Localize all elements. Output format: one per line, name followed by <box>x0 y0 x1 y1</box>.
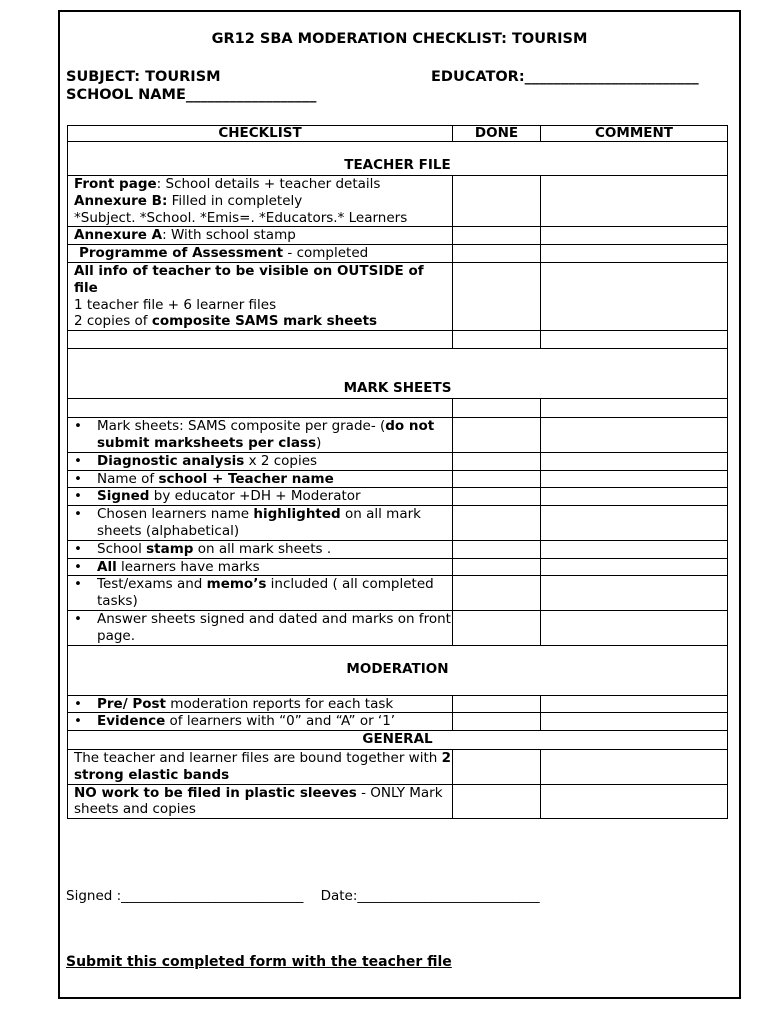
section-row <box>68 645 728 695</box>
comment-cell[interactable] <box>541 262 728 330</box>
bullet: • <box>74 506 82 523</box>
done-cell[interactable] <box>453 418 541 453</box>
checklist-item <box>68 784 453 819</box>
done-cell[interactable] <box>453 713 541 731</box>
table-row <box>68 506 728 541</box>
table-row <box>68 227 728 245</box>
section-title-mark-sheets: MARK SHEETS <box>68 349 728 399</box>
done-cell[interactable] <box>453 331 541 349</box>
checklist-item <box>68 610 453 645</box>
item-bold: do not submit marksheets per class <box>97 418 435 451</box>
item-bold: stamp <box>146 540 194 557</box>
table-row <box>68 176 728 227</box>
done-cell[interactable] <box>453 470 541 488</box>
item-text: moderation reports for each task <box>166 695 394 712</box>
comment-cell[interactable] <box>541 452 728 470</box>
table-row <box>68 784 728 819</box>
item-text: : School details + teacher details <box>156 176 381 192</box>
done-cell[interactable] <box>453 488 541 506</box>
bullet: • <box>74 540 82 557</box>
section-row <box>68 349 728 399</box>
column-header-done: DONE <box>453 126 541 142</box>
item-bold: 2 strong elastic bands <box>74 749 452 783</box>
done-cell[interactable] <box>453 227 541 245</box>
comment-cell[interactable] <box>541 749 728 784</box>
item-text: Chosen learners name <box>97 506 254 523</box>
item-bold: NO work to be filed in plastic sleeves <box>74 784 357 801</box>
done-cell[interactable] <box>453 749 541 784</box>
table-row <box>68 262 728 330</box>
comment-cell[interactable] <box>541 713 728 731</box>
table-row <box>68 245 728 263</box>
comment-cell[interactable] <box>541 558 728 576</box>
item-bold: Annexure A <box>74 227 163 244</box>
item-text: of learners with “0” and “A” or ‘1’ <box>165 713 396 730</box>
checklist-item <box>68 452 453 470</box>
item-text: Answer sheets signed and dated and marks on front page. <box>97 610 451 644</box>
comment-cell[interactable] <box>541 418 728 453</box>
column-header-comment: COMMENT <box>541 126 728 142</box>
item-text: Name of <box>97 470 159 487</box>
item-text: : With school stamp <box>162 227 296 244</box>
educator-field[interactable]: EDUCATOR:________________________ <box>431 69 699 85</box>
checklist-item <box>68 227 453 245</box>
table-row <box>68 331 728 349</box>
done-cell[interactable] <box>453 399 541 418</box>
column-header-checklist: CHECKLIST <box>68 126 453 142</box>
bullet: • <box>74 452 82 469</box>
table-row <box>68 558 728 576</box>
done-cell[interactable] <box>453 540 541 558</box>
item-bold: memo’s <box>206 576 267 593</box>
item-bold: composite SAMS mark sheets <box>151 313 378 330</box>
done-cell[interactable] <box>453 558 541 576</box>
table-header-row <box>68 126 728 142</box>
item-bold: Diagnostic analysis <box>97 452 245 469</box>
bullet: • <box>74 470 82 487</box>
section-row <box>68 142 728 176</box>
signed-field[interactable]: Signed :___________________________ <box>66 888 304 904</box>
comment-cell[interactable] <box>541 506 728 541</box>
comment-cell[interactable] <box>541 540 728 558</box>
item-bold: Signed <box>97 488 150 505</box>
checklist-item <box>68 713 453 731</box>
item-text: - completed <box>283 245 369 262</box>
done-cell[interactable] <box>453 176 541 227</box>
done-cell[interactable] <box>453 695 541 713</box>
bullet: • <box>74 418 82 435</box>
item-text: by educator +DH + Moderator <box>149 488 361 505</box>
subject-label: SUBJECT: TOURISM <box>66 69 221 85</box>
date-field[interactable]: Date:___________________________ <box>320 888 540 904</box>
checklist-item <box>68 331 453 349</box>
item-text: School <box>97 540 147 557</box>
item-bold: Front page <box>74 176 157 192</box>
bullet: • <box>74 488 82 505</box>
comment-cell[interactable] <box>541 245 728 263</box>
comment-cell[interactable] <box>541 576 728 611</box>
bullet: • <box>74 576 82 593</box>
item-text: - ONLY Mark sheets and copies <box>74 784 443 818</box>
section-title-moderation: MODERATION <box>68 645 728 695</box>
table-row <box>68 713 728 731</box>
checklist-item <box>68 470 453 488</box>
item-bold: Programme of Assessment <box>79 245 284 262</box>
item-bold: Evidence <box>97 713 166 730</box>
table-row <box>68 540 728 558</box>
bullet: • <box>74 610 82 627</box>
item-bold: school + Teacher name <box>158 470 334 487</box>
bullet: • <box>74 558 82 575</box>
submit-instruction: Submit this completed form with the teacher file <box>66 954 452 970</box>
done-cell[interactable] <box>453 610 541 645</box>
checklist-item <box>68 749 453 784</box>
table-row <box>68 418 728 453</box>
item-text: Test/exams and <box>97 576 207 593</box>
done-cell[interactable] <box>453 784 541 819</box>
bullet: • <box>74 695 82 712</box>
table-row <box>68 576 728 611</box>
checklist-item <box>68 695 453 713</box>
checklist-item <box>68 262 453 330</box>
checklist-item <box>68 540 453 558</box>
item-text: 1 teacher file + 6 learner files <box>74 296 277 313</box>
comment-cell[interactable] <box>541 331 728 349</box>
table-row <box>68 488 728 506</box>
comment-cell[interactable] <box>541 695 728 713</box>
section-title-teacher-file: TEACHER FILE <box>68 142 728 176</box>
item-text: ) <box>316 434 322 451</box>
item-text: 2 copies of <box>74 313 152 330</box>
item-bold: Pre/ Post <box>97 695 166 712</box>
comment-cell[interactable] <box>541 784 728 819</box>
item-bold: highlighted <box>253 506 341 523</box>
table-row <box>68 695 728 713</box>
section-title-general: GENERAL <box>68 731 728 750</box>
school-name-field[interactable]: SCHOOL NAME__________________ <box>66 87 317 103</box>
done-cell[interactable] <box>453 245 541 263</box>
comment-cell[interactable] <box>541 610 728 645</box>
page-title: GR12 SBA MODERATION CHECKLIST: TOURISM <box>211 31 588 47</box>
item-bold: All <box>97 558 117 575</box>
item-text: *Subject. *School. *Emis=. *Educators.* Learners <box>74 209 408 226</box>
done-cell[interactable] <box>453 506 541 541</box>
item-text: Filled in completely <box>167 192 303 209</box>
done-cell[interactable] <box>453 262 541 330</box>
signature-row <box>66 888 540 904</box>
checklist-item <box>68 399 453 418</box>
table-row <box>68 399 728 418</box>
checklist-item <box>68 558 453 576</box>
table-row <box>68 610 728 645</box>
comment-cell[interactable] <box>541 488 728 506</box>
checklist-form <box>58 10 741 999</box>
done-cell[interactable] <box>453 452 541 470</box>
comment-cell[interactable] <box>541 176 728 227</box>
comment-cell[interactable] <box>541 470 728 488</box>
item-bold: Annexure B: <box>74 192 168 209</box>
item-text: learners have marks <box>116 558 260 575</box>
checklist-item <box>68 488 453 506</box>
table-row <box>68 452 728 470</box>
checklist-item <box>68 576 453 611</box>
item-text: x 2 copies <box>244 452 318 469</box>
done-cell[interactable] <box>453 576 541 611</box>
bullet: • <box>74 713 82 730</box>
table-row <box>68 470 728 488</box>
item-text: The teacher and learner files are bound together with <box>74 749 442 766</box>
checklist-item <box>68 176 453 227</box>
comment-cell[interactable] <box>541 227 728 245</box>
checklist-item <box>68 506 453 541</box>
comment-cell[interactable] <box>541 399 728 418</box>
checklist-table <box>67 125 728 819</box>
checklist-item <box>68 245 453 263</box>
item-text: on all mark sheets . <box>193 540 332 557</box>
item-text: on all mark sheets (alphabetical) <box>97 506 421 539</box>
item-bold: All info of teacher to be visible on OUTSIDE of file <box>74 262 424 296</box>
section-row <box>68 731 728 750</box>
item-text: Mark sheets: SAMS composite per grade- ( <box>97 418 386 435</box>
checklist-item <box>68 418 453 453</box>
item-text: included ( all completed tasks) <box>97 576 434 610</box>
table-row <box>68 749 728 784</box>
